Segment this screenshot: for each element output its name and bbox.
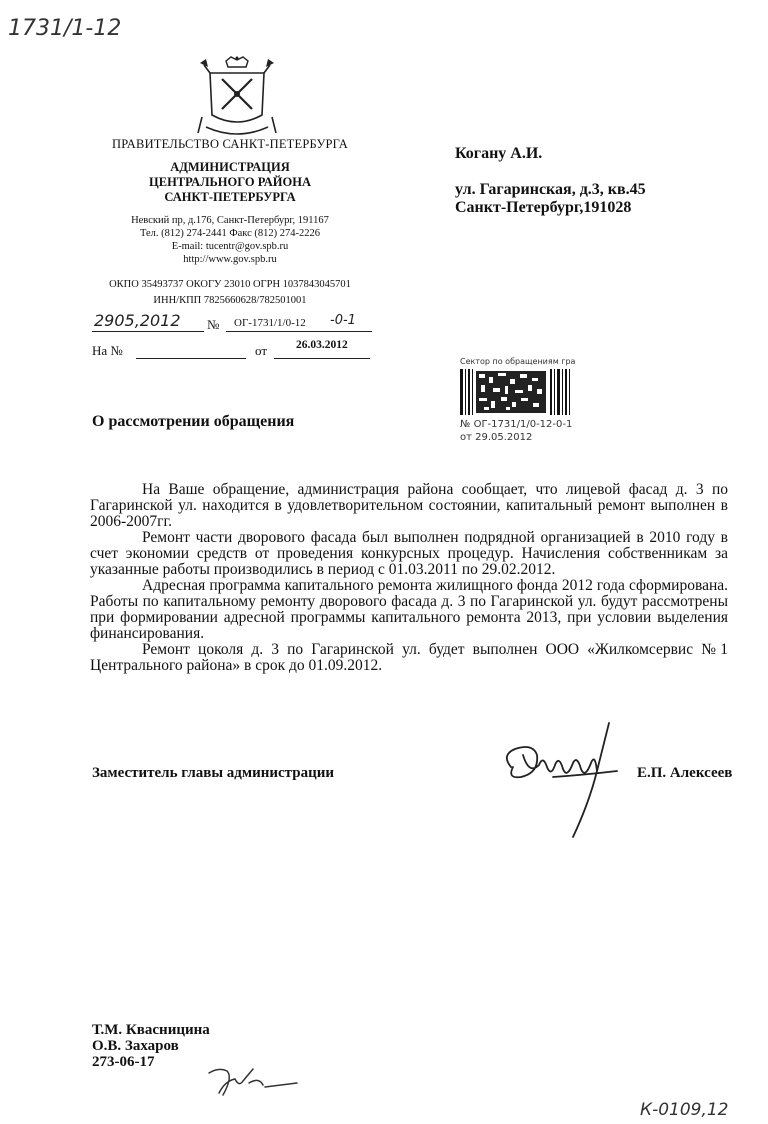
executor-name: Т.М. Квасницина [92, 1022, 210, 1038]
government-name: ПРАВИТЕЛЬСТВО САНКТ-ПЕТЕРБУРГА [112, 137, 348, 151]
address-line: Невский пр, д.176, Санкт-Петербург, 191167 [131, 215, 329, 226]
handwritten-initials [205, 1063, 315, 1103]
reference-row [92, 340, 372, 362]
stamp-date: от 29.05.2012 [460, 432, 533, 443]
executor-name: О.В. Захаров [92, 1038, 179, 1054]
outgoing-number-suffix: -0-1 [330, 313, 356, 328]
recipient-street: ул. Гагаринская, д.3, кв.45 [455, 181, 646, 198]
handwritten-registration-note: 1731/1-12 [8, 16, 122, 41]
admin-line: АДМИНИСТРАЦИЯ [170, 160, 290, 174]
recipient-block [455, 145, 646, 217]
coat-of-arms-icon [196, 55, 278, 143]
okpo-line: ОКПО 35493737 ОКОГУ 23010 ОГРН 1037843045701 [109, 279, 351, 290]
handwritten-archive-note: К-0109,12 [640, 1100, 729, 1120]
letter-subject: О рассмотрении обращения [92, 413, 295, 430]
reference-date-line [274, 340, 370, 359]
executor-phone: 273-06-17 [92, 1054, 155, 1070]
body-paragraph: Ремонт части дворового фасада был выполнен подрядной организацией в 2010 году в счет экономии средств от проведения конкурсных процедур. Начисления собственникам за указанные работы производились в период с 01.03.2011 по 29.02.2012. [90, 529, 728, 578]
reference-number-line [136, 340, 246, 359]
website-line: http://www.gov.spb.ru [183, 254, 277, 265]
stamp-number: № ОГ-1731/1/0-12-0-1 [460, 419, 573, 430]
letter-body [90, 482, 728, 674]
contact-block [90, 214, 370, 266]
admin-line: САНКТ-ПЕТЕРБУРГА [164, 190, 296, 204]
email-line: E-mail: tucentr@gov.spb.ru [171, 241, 289, 252]
inn-line: ИНН/КПП 7825660628/782501001 [153, 295, 307, 306]
admin-line: ЦЕНТРАЛЬНОГО РАЙОНА [149, 175, 311, 189]
outgoing-date-line [92, 313, 204, 332]
recipient-city: Санкт-Петербург,191028 [455, 199, 632, 216]
body-paragraph: Ремонт цоколя д. 3 по Гагаринской ул. будет выполнен ООО «Жилкомсервис №1 Центрального района» в срок до 01.09.2012. [90, 641, 728, 674]
outgoing-number: ОГ-1731/1/0-12 [234, 317, 306, 329]
registration-stamp [460, 357, 600, 447]
signatory-name: Е.П. Алексеев [637, 765, 733, 781]
number-label: № [207, 317, 220, 332]
handwritten-signature [493, 715, 643, 845]
outgoing-date: 2905,2012 [94, 311, 181, 330]
signatory-title: Заместитель главы администрации [92, 765, 335, 781]
body-paragraph: Адресная программа капитального ремонта жилищного фонда 2012 года сформирована. Работы по капитальному ремонту дворового фасада д. 3 по Гагаринской ул. будут рассмотрены при формировании адресной программы капитального ремонта 2013, при условии выделения финансирования. [90, 577, 728, 642]
administration-name [90, 160, 370, 205]
barcode-icon [460, 369, 572, 415]
outgoing-number-line [226, 313, 372, 332]
from-label: от [255, 343, 268, 358]
stamp-header: Сектор по обращениям гра [460, 357, 576, 366]
outgoing-number-row [92, 313, 372, 335]
recipient-name: Когану А.И. [455, 145, 543, 162]
reference-date: 26.03.2012 [296, 339, 348, 351]
phone-line: Тел. (812) 274-2441 Факс (812) 274-2226 [139, 228, 321, 239]
registry-codes [90, 277, 370, 309]
body-paragraph: На Ваше обращение, администрация района сообщает, что лицевой фасад д. 3 по Гагаринской ул. находится в удовлетворительном состоянии, капитальный ремонт выполнен в 2006-2007гг. [90, 481, 728, 530]
executors-block [92, 1022, 210, 1070]
reference-label: На № [92, 343, 123, 358]
